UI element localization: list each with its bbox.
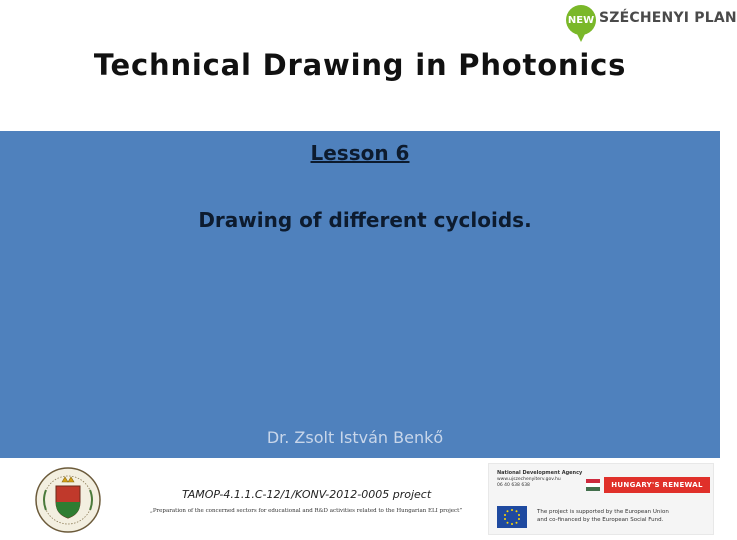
eu-support-note	[537, 508, 669, 524]
university-crest-icon	[34, 466, 102, 534]
agency-title: National Development Agency	[497, 470, 583, 476]
logo-text: SZÉCHENYI PLAN	[599, 10, 737, 26]
author-name: Dr. Zsolt István Benkő	[266, 428, 444, 447]
content-panel	[0, 131, 720, 458]
eu-note-line-1: The project is supported by the European Union	[537, 509, 669, 515]
agency-info	[497, 470, 582, 489]
agency-web: www.ujszechenyiterv.gov.hu	[497, 477, 561, 482]
lesson-subtitle: Drawing of different cycloids.	[198, 208, 532, 232]
eu-flag-icon	[497, 506, 527, 528]
agency-phone: 06 40 638 638	[497, 483, 530, 488]
project-note: „Preparation of the concerned sectors for educational and R&D activities related to the Hungarian ELI project”	[150, 508, 463, 514]
lesson-heading: Lesson 6	[310, 141, 410, 165]
renewal-banner: HUNGARY'S RENEWAL	[604, 477, 710, 493]
logo-badge: NEW	[566, 5, 596, 35]
szechenyi-plan-logo	[566, 4, 737, 46]
slide-title: Technical Drawing in Photonics	[93, 48, 627, 82]
eu-note-line-2: and co-financed by the European Social Fund.	[537, 517, 664, 523]
project-code: TAMOP-4.1.1.C-12/1/KONV-2012-0005 project	[182, 488, 432, 501]
hungarian-flag-icon	[586, 479, 600, 491]
partner-logos	[488, 463, 714, 535]
footer	[0, 458, 720, 540]
